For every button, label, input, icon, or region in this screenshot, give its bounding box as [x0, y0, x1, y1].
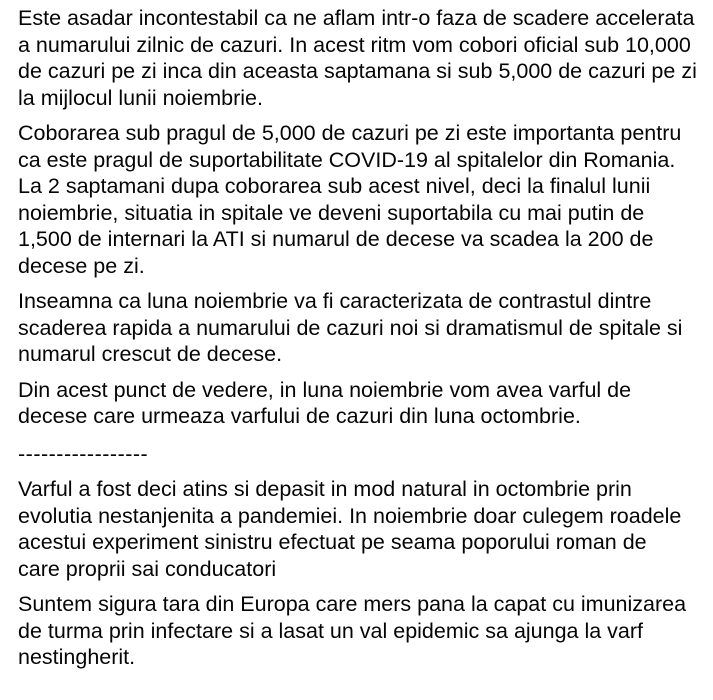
text-line: Varful a fost deci atins si depasit in mod natural in octombrie prin — [18, 477, 632, 501]
post-paragraph-2 — [18, 120, 708, 279]
text-line: 1,500 de internari la ATI si numarul de decese va scadea la 200 de — [18, 227, 654, 251]
text-line: Suntem sigura tara din Europa care mers pana la capat cu imunizarea — [18, 592, 687, 616]
post-paragraph-4 — [18, 377, 708, 430]
text-line: evolutia nestanjenita a pandemiei. In noiembrie doar culegem roadele — [18, 503, 682, 528]
text-line: de cazuri pe zi inca din aceasta saptamana si sub 5,000 de cazuri pe zi — [18, 59, 697, 83]
text-line: scaderea rapida a numarului de cazuri noi si dramatismul de spitale si — [18, 315, 683, 340]
separator-dashes: ----------------- — [18, 441, 149, 466]
post-paragraph-5 — [18, 476, 708, 582]
text-line: acestui experiment sinistru efectuat pe seama poporului roman de — [18, 530, 647, 554]
post-paragraph-1 — [18, 5, 708, 111]
post-paragraph-6 — [18, 591, 708, 671]
text-line: a numarului zilnic de cazuri. In acest ritm vom cobori oficial sub 10,000 — [18, 32, 691, 57]
text-line: decese care urmeaza varfului de cazuri din luna octombrie. — [18, 404, 581, 428]
text-line: de turma prin infectare si a lasat un val epidemic sa ajunga la varf — [18, 618, 644, 643]
post-paragraph-3 — [18, 288, 708, 368]
text-line: nestingherit. — [18, 645, 136, 669]
text-line: Coborarea sub pragul de 5,000 de cazuri pe zi este importanta pentru — [18, 121, 682, 145]
text-line: noiembrie, situatia in spitale ve deveni suportabila cu mai putin de — [18, 200, 645, 225]
text-line: Inseamna ca luna noiembrie va fi caracterizata de contrastul dintre — [18, 289, 652, 313]
text-line: Este asadar incontestabil ca ne aflam intr-o faza de scadere accelerata — [18, 6, 695, 30]
text-line: care proprii sai conducatori — [18, 556, 277, 581]
post-body — [18, 5, 708, 680]
text-line: decese pe zi. — [18, 253, 145, 278]
text-line: Din acest punct de vedere, in luna noiembrie vom avea varful de — [18, 377, 632, 402]
text-line: ca este pragul de suportabilitate COVID-19 al spitalelor din Romania. — [18, 147, 676, 172]
text-line: numarul crescut de decese. — [18, 342, 283, 366]
text-line: la mijlocul lunii noiembrie. — [18, 85, 263, 110]
text-line: La 2 saptamani dupa coborarea sub acest nivel, deci la finalul lunii — [18, 174, 651, 198]
